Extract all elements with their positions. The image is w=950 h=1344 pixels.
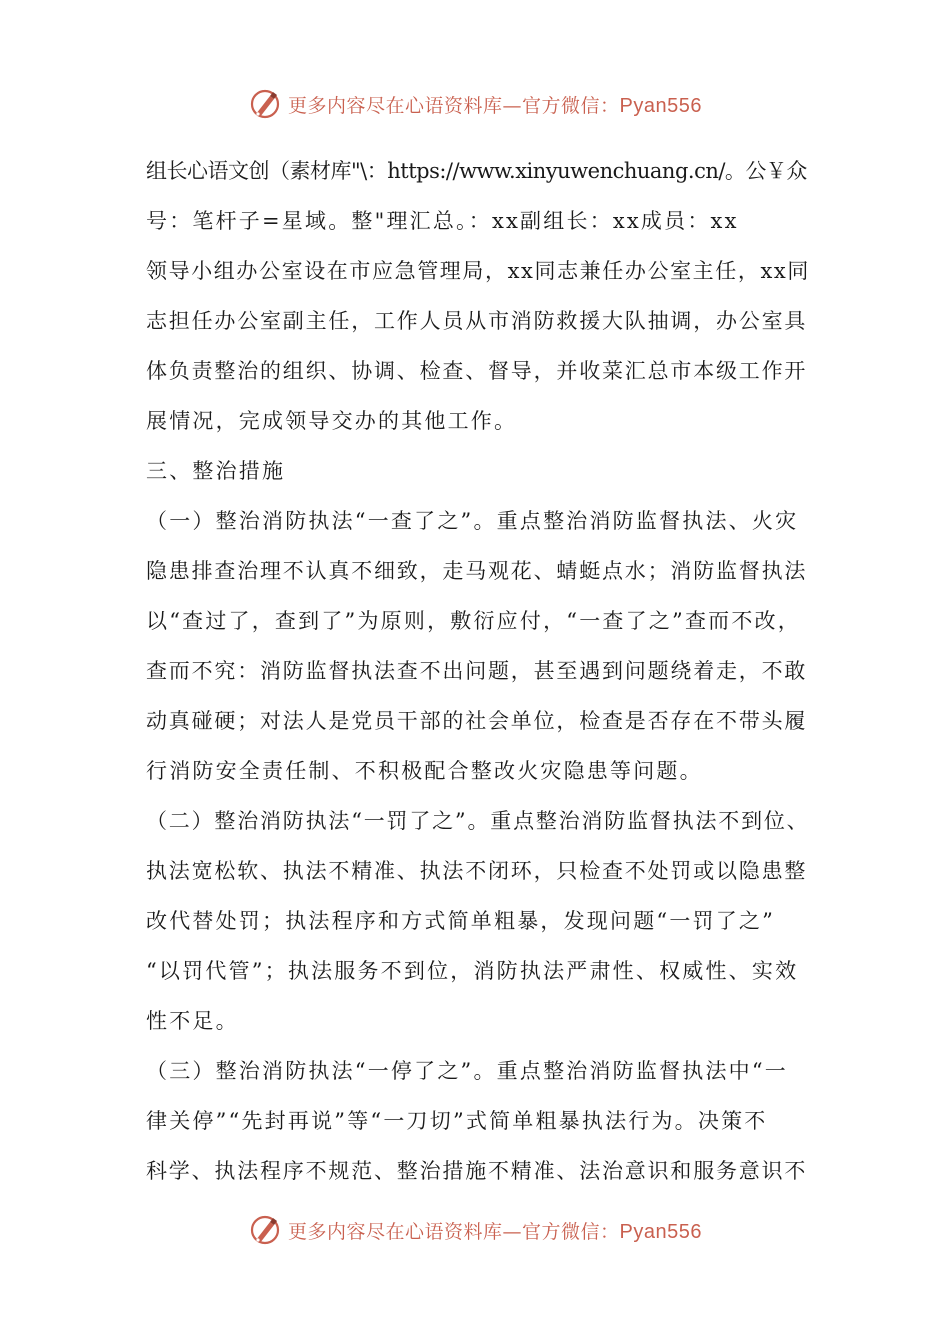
header-banner-wechat-id: Pyan556 xyxy=(619,94,702,117)
text-line: “以罚代管”；执法服务不到位，消防执法严肃性、权威性、实效 xyxy=(146,959,799,983)
document-body xyxy=(146,146,810,1196)
pen-circle-logo-icon xyxy=(248,87,282,121)
footer-banner-inner xyxy=(248,1213,702,1247)
text-line: 体负责整治的组织、协调、检查、督导，并收菜汇总市本级工作开 xyxy=(146,359,808,383)
header-banner-title: 更多内容尽在心语资料库—官方微信： xyxy=(288,94,620,117)
text-line: 科学、执法程序不规范、整治措施不精准、法治意识和服务意识不 xyxy=(146,1159,808,1183)
text-line: （二）整治消防执法“一罚了之”。重点整治消防监督执法不到位、 xyxy=(146,809,810,833)
text-line: 执法宽松软、执法不精准、执法不闭环，只检查不处罚或以隐患整 xyxy=(146,859,808,883)
text-line: 号：笔杆子=星域。整"理汇总。：xx副组长：xx成员：xx xyxy=(146,209,739,233)
text-line: 以“查过了，查到了”为原则，敷衍应付，“一查了之”查而不改， xyxy=(146,609,801,633)
header-banner-inner xyxy=(248,87,702,121)
footer-banner-text xyxy=(288,1217,702,1244)
pen-circle-logo-icon xyxy=(248,1213,282,1247)
header-banner-text xyxy=(288,91,702,118)
text-line: 动真碰硬；对法人是党员干部的社会单位，检查是否存在不带头履 xyxy=(146,709,808,733)
text-line: 组长心语文创（素材库"\：https://www.xinyuwenchuang.cn/。公￥众 xyxy=(146,159,807,183)
text-line: 展情况，完成领导交办的其他工作。 xyxy=(146,409,518,433)
text-line: 行消防安全责任制、不积极配合整改火灾隐患等问题。 xyxy=(146,759,703,783)
footer-banner-title: 更多内容尽在心语资料库—官方微信： xyxy=(288,1220,620,1243)
footer-banner-wechat-id: Pyan556 xyxy=(619,1220,702,1243)
text-line: 改代替处罚；执法程序和方式简单粗暴，发现问题“一罚了之” xyxy=(146,909,776,933)
text-line: 隐患排查治理不认真不细致，走马观花、蜻蜓点水；消防监督执法 xyxy=(146,559,808,583)
text-line: 志担任办公室副主任，工作人员从市消防救援大队抽调，办公室具 xyxy=(146,309,808,333)
footer-watermark-banner xyxy=(0,1208,950,1252)
text-line: （三）整治消防执法“一停了之”。重点整治消防监督执法中“一 xyxy=(146,1059,789,1083)
header-watermark-banner xyxy=(0,82,950,126)
text-line: 性不足。 xyxy=(146,1009,239,1033)
text-line: 查而不究：消防监督执法查不出问题，甚至遇到问题绕着走，不敢 xyxy=(146,659,808,683)
text-line: 领导小组办公室设在市应急管理局，xx同志兼任办公室主任，xx同 xyxy=(146,259,810,283)
text-line: 律关停”“先封再说”等“一刀切”式简单粗暴执法行为。决策不 xyxy=(146,1109,768,1133)
section-heading: 三、整治措施 xyxy=(146,459,286,483)
text-line: （一）整治消防执法“一查了之”。重点整治消防监督执法、火灾 xyxy=(146,509,799,533)
